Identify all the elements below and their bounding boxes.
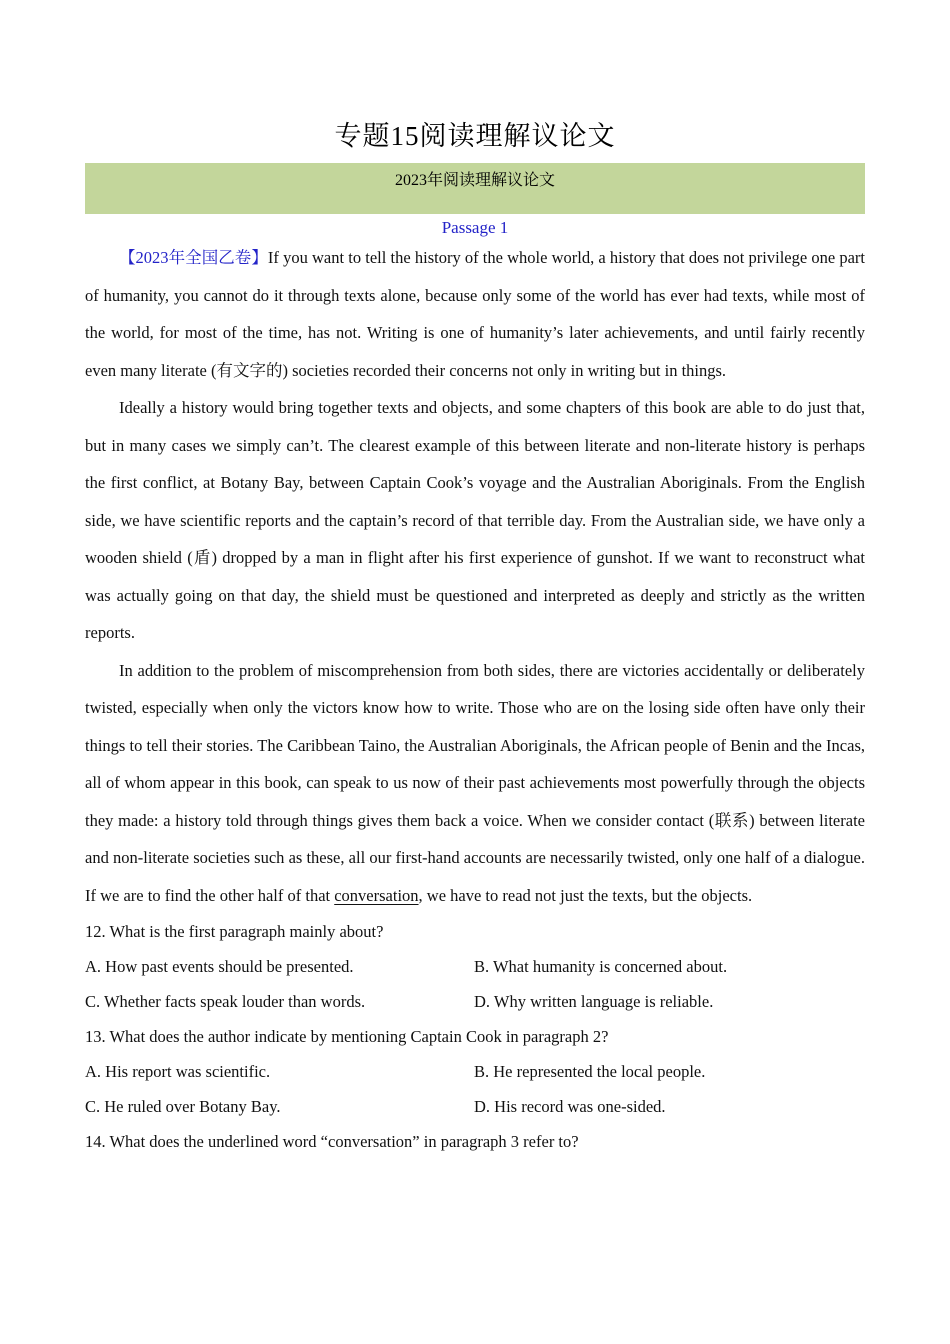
- document-body: [0, 118, 950, 1159]
- question-14-text: 14. What does the underlined word “conversation” in paragraph 3 refer to?: [85, 1132, 579, 1151]
- question-12-option-b: B. What humanity is concerned about.: [474, 957, 728, 976]
- question-12-option-a: A. How past events should be presented.: [85, 957, 354, 976]
- question-12-option-c: C. Whether facts speak louder than words.: [85, 992, 366, 1011]
- question-13-option-a: A. His report was scientific.: [85, 1062, 271, 1081]
- passage-label: Passage 1: [441, 218, 509, 237]
- question-12-option-d: D. Why written language is reliable.: [474, 992, 714, 1011]
- underlined-word-conversation: conversation: [334, 885, 419, 905]
- question-13-options-row-2: [85, 1089, 865, 1124]
- questions-section: [85, 914, 865, 1159]
- question-13: [85, 1019, 865, 1124]
- question-12-options-row-1: [85, 949, 865, 984]
- document-title: 专题15阅读理解议论文: [334, 121, 616, 151]
- paragraph-1-text: If you want to tell the history of the whole world, a history that does not privilege one part of humanity, you cannot do it through texts alone, because only some of the world has ever had texts, while most of the world, for most of the time, has not. Writing is one of humanity’s later achievements, and until fairly recently even many literate (有文字的) societies recorded their concerns not only in writing but in things.: [85, 248, 866, 380]
- question-13-option-d: D. His record was one-sided.: [474, 1097, 666, 1116]
- question-12-text: 12. What is the first paragraph mainly about?: [85, 922, 384, 941]
- question-13-option-b: B. He represented the local people.: [474, 1062, 706, 1081]
- question-12-options-row-2: [85, 984, 865, 1019]
- passage-paragraph-3: [85, 652, 865, 915]
- paragraph-3-text-before: In addition to the problem of miscomprehension from both sides, there are victories accidentally or deliberately twisted, especially when only the victors know how to write. Those who are on the losing side often have only their things to tell their stories. The Caribbean Taino, the Australian Aboriginals, the African people of Benin and the Incas, all of whom appear in this book, can speak to us now of their past achievements most powerfully through the objects they made: a history told through things gives them back a voice. When we consider contact (联系) between literate and non-literate societies such as these, all our first-hand accounts are necessarily twisted, only one half of a dialogue. If we are to find the other half of that: [85, 660, 865, 905]
- question-14: [85, 1124, 865, 1159]
- question-12: [85, 914, 865, 1019]
- paragraph-3-text-after: , we have to read not just the texts, but the objects.: [418, 885, 753, 905]
- section-banner-label: 2023年阅读理解议论文: [394, 172, 555, 189]
- passage-paragraph-1: [85, 239, 865, 389]
- exam-source-tag: 【2023年全国乙卷】: [119, 248, 268, 267]
- question-13-text: 13. What does the author indicate by mentioning Captain Cook in paragraph 2?: [85, 1027, 609, 1046]
- passage-paragraph-2: [85, 389, 865, 652]
- section-banner: [85, 163, 865, 214]
- question-13-options-row-1: [85, 1054, 865, 1089]
- question-13-option-c: C. He ruled over Botany Bay.: [85, 1097, 281, 1116]
- paragraph-2-text: Ideally a history would bring together texts and objects, and some chapters of this book are able to do just that, but in many cases we simply can’t. The clearest example of this between literate and non-literate history is perhaps the first conflict, at Botany Bay, between Captain Cook’s voyage and the Australian Aboriginals. From the English side, we have scientific reports and the captain’s record of that terrible day. From the Australian side, we have only a wooden shield (盾) dropped by a man in flight after his first experience of gunshot. If we want to reconstruct what was actually going on that day, the shield must be questioned and interpreted as deeply and strictly as the written reports.: [85, 398, 865, 642]
